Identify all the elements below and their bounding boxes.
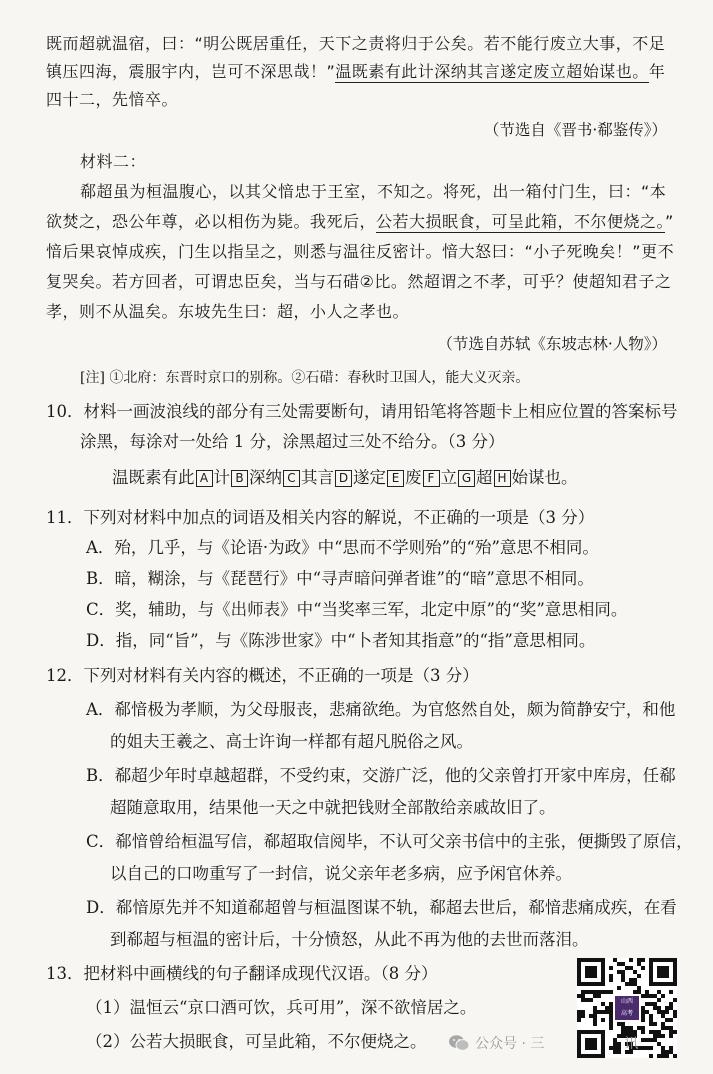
break-option-box[interactable]: H <box>494 470 511 487</box>
option-a-cont: 的姐夫王羲之、高士许询一样都有超凡脱俗之风。 <box>110 732 473 751</box>
segment: 遂定 <box>353 468 386 487</box>
qr-module <box>593 1006 597 1010</box>
qr-module <box>665 1054 669 1058</box>
qr-module <box>621 974 625 978</box>
qr-module <box>593 1022 597 1026</box>
qr-module <box>609 1022 613 1026</box>
qr-module <box>649 994 653 998</box>
qr-badge-text: 山西 高考 <box>620 998 633 1017</box>
sentence-break-options <box>112 466 578 490</box>
qr-module <box>653 1002 657 1006</box>
qr-module <box>633 990 637 994</box>
qr-module <box>657 1042 661 1046</box>
option-b[interactable]: B．郗超少年时卓越超群，不受约束，交游广泛，他的父亲曾打开家中库房，任郗 <box>86 766 676 785</box>
qr-module <box>637 974 641 978</box>
qr-module <box>637 986 641 990</box>
qr-module <box>665 1026 669 1030</box>
qr-module <box>661 1022 665 1026</box>
qr-module <box>633 982 637 986</box>
qr-module <box>669 1018 673 1022</box>
qr-module <box>649 1002 653 1006</box>
segment: 始谋也。 <box>511 468 578 487</box>
qr-module <box>593 990 597 994</box>
watermark-text: 公众号 · 三 <box>475 1036 545 1052</box>
qr-module <box>673 1010 677 1014</box>
qr-module <box>649 1054 653 1058</box>
qr-module <box>621 970 625 974</box>
qr-module <box>665 1006 669 1010</box>
qr-module <box>641 1046 645 1050</box>
qr-module <box>601 1010 605 1014</box>
qr-module <box>589 998 593 1002</box>
source-citation: （节选自《晋书·郗鉴传》） <box>483 121 667 139</box>
qr-module <box>609 1002 613 1006</box>
option-c-cont: 以自己的口吻重写了一封信，说父亲年老多病，应予闲官休养。 <box>110 864 572 883</box>
qr-module <box>669 1006 673 1010</box>
qr-module <box>661 1026 665 1030</box>
qr-module <box>581 1010 585 1014</box>
break-option-box[interactable]: E <box>387 470 404 487</box>
qr-module <box>593 1018 597 1022</box>
qr-module <box>641 1006 645 1010</box>
question-11-stem: 11．下列对材料中加点的词语及相关内容的解说，不正确的一项是（3 分） <box>46 508 595 527</box>
qr-module <box>577 1010 581 1014</box>
qr-module <box>661 994 665 998</box>
qr-module <box>593 1014 597 1018</box>
qr-module <box>645 1046 649 1050</box>
qr-module <box>661 1050 665 1054</box>
watermark-text-tail: 讯 <box>624 1036 639 1052</box>
material2-line: 复哭矣。若方回者，可谓忠臣矣，当与石碏②比。然超谓之不孝，可乎？使超知君子之 <box>46 272 672 291</box>
qr-module <box>585 998 589 1002</box>
break-option-box[interactable]: B <box>231 470 248 487</box>
qr-module <box>633 978 637 982</box>
qr-module <box>629 958 633 962</box>
qr-module <box>641 966 645 970</box>
qr-module <box>645 1038 649 1042</box>
qr-module <box>673 1054 677 1058</box>
footnote: [注] ①北府：东晋时京口的别称。②石碏：春秋时卫国人，能大义灭亲。 <box>80 370 530 386</box>
source-citation: （节选自苏轼《东坡志林·人物》） <box>437 335 667 353</box>
qr-module <box>637 962 641 966</box>
translation-item-1: （1）温恒云“京口酒可饮，兵可用”，深不欲愔居之。 <box>86 998 477 1017</box>
qr-module <box>653 1038 657 1042</box>
option-b-cont: 超随意取用，结果他一天之中就把钱财全部散给亲戚故旧了。 <box>110 798 556 817</box>
segment: 超 <box>476 468 493 487</box>
qr-module <box>649 1038 653 1042</box>
qr-module <box>625 982 629 986</box>
qr-module <box>665 1018 669 1022</box>
qr-module <box>669 1026 673 1030</box>
qr-module <box>633 970 637 974</box>
material2-text: ” <box>665 212 674 231</box>
qr-module <box>609 990 613 994</box>
qr-module <box>641 994 645 998</box>
segment: 废 <box>405 468 422 487</box>
material2-line: 愔后果哀悼成疾，门生以指呈之，则悉与温往反密计。愔大怒曰：“小子死晚矣！”更不 <box>46 242 675 261</box>
qr-module <box>577 1018 581 1022</box>
qr-module <box>601 1018 605 1022</box>
material-heading: 材料二： <box>80 152 147 171</box>
qr-finder <box>657 966 669 978</box>
material1-line <box>46 60 665 84</box>
question-10-stem: 10．材料一画波浪线的部分有三处需要断句，请用铅笔将答题卡上相应位置的答案标号 <box>46 402 678 421</box>
qr-module <box>653 1030 657 1034</box>
qr-module <box>601 990 605 994</box>
option-d-cont: 到郗超与桓温的密计后，十分愤怒，从此不再为他的去世而落泪。 <box>110 930 589 949</box>
option-a[interactable]: A．殆，几乎，与《论语·为政》中“思而不学则殆”的“殆”意思不相同。 <box>86 538 599 557</box>
qr-module <box>649 1022 653 1026</box>
option-b[interactable]: B．暗，糊涂，与《琵琶行》中“寻声暗问弹者谁”的“暗”意思不相同。 <box>86 569 594 588</box>
qr-module <box>669 1050 673 1054</box>
qr-module <box>629 966 633 970</box>
qr-module <box>597 990 601 994</box>
qr-module <box>621 978 625 982</box>
qr-module <box>645 994 649 998</box>
wavy-underlined-sentence: 温既素有此计深纳其言遂定废立超始谋也。 <box>335 62 649 81</box>
break-option-box[interactable]: C <box>283 470 300 487</box>
underlined-sentence: 公若大损眠食，可呈此箱，不尔便烧之。 <box>376 212 666 231</box>
qr-module <box>609 966 613 970</box>
qr-module <box>581 990 585 994</box>
qr-module <box>609 1006 613 1010</box>
qr-module <box>581 1014 585 1018</box>
wechat-watermark <box>448 1030 638 1056</box>
qr-module <box>661 1046 665 1050</box>
qr-module <box>589 990 593 994</box>
qr-module <box>593 994 597 998</box>
qr-module <box>613 958 617 962</box>
qr-module <box>661 1054 665 1058</box>
qr-module <box>641 1010 645 1014</box>
option-c[interactable]: C．郗愔曾给桓温写信，郗超取信阅毕，不认可父亲书信中的主张，便撕毁了原信， <box>86 832 693 851</box>
qr-module <box>657 1010 661 1014</box>
qr-module <box>653 1034 657 1038</box>
segment: 计 <box>213 468 230 487</box>
qr-module <box>593 1010 597 1014</box>
qr-logo-badge <box>615 996 639 1020</box>
qr-module <box>653 994 657 998</box>
qr-finder <box>585 966 597 978</box>
qr-module <box>657 1006 661 1010</box>
material1-line: 既而超就温宿，曰：“明公既居重任，天下之责将归于公矣。若不能行废立大事，不足 <box>46 34 666 53</box>
wechat-icon <box>448 1034 470 1052</box>
qr-module <box>605 1010 609 1014</box>
option-d[interactable]: D．指，同“旨”，与《陈涉世家》中“卜者知其指意”的“指”意思相同。 <box>86 631 596 650</box>
option-d[interactable]: D．郗愔原先并不知道郗超曾与桓温图谋不轨，郗超去世后，郗愔悲痛成疾，在看 <box>86 898 677 917</box>
qr-module <box>597 1010 601 1014</box>
qr-module <box>669 1046 673 1050</box>
qr-module <box>649 1018 653 1022</box>
qr-module <box>589 1014 593 1018</box>
qr-module <box>669 1002 673 1006</box>
qr-module <box>645 1002 649 1006</box>
qr-module <box>621 962 625 966</box>
qr-module <box>653 1006 657 1010</box>
segment: 温既素有此 <box>112 468 195 487</box>
qr-module <box>657 1030 661 1034</box>
qr-module <box>673 1030 677 1034</box>
qr-module <box>577 994 581 998</box>
qr-module <box>617 1022 621 1026</box>
qr-module <box>669 990 673 994</box>
qr-module <box>629 978 633 982</box>
qr-module <box>609 978 613 982</box>
qr-module <box>641 1038 645 1042</box>
qr-module <box>641 958 645 962</box>
qr-module <box>621 1022 625 1026</box>
material1-text: 镇压四海，震服宇内，岂可不深思哉！” <box>46 62 336 81</box>
qr-module <box>609 1018 613 1022</box>
option-c[interactable]: C．奖，辅助，与《出师表》中“当奖率三军，北定中原”的“奖”意思相同。 <box>86 600 628 619</box>
material1-line: 四十二，先愔卒。 <box>46 90 179 109</box>
qr-module <box>609 1014 613 1018</box>
qr-module <box>661 1010 665 1014</box>
qr-module <box>581 994 585 998</box>
material2-line <box>46 210 674 234</box>
question-10-stem: 涂黑，每涂对一处给 1 分，涂黑超过三处不给分。（3 分） <box>80 432 505 451</box>
qr-module <box>657 1034 661 1038</box>
qr-module <box>637 958 641 962</box>
qr-module <box>625 966 629 970</box>
qr-module <box>673 1014 677 1018</box>
material2-line: 孝，则不从温矣。东坡先生曰：超，小人之孝也。 <box>46 302 410 321</box>
qr-module <box>657 998 661 1002</box>
qr-module <box>641 1018 645 1022</box>
qr-module <box>653 1022 657 1026</box>
qr-module <box>661 1014 665 1018</box>
option-a[interactable]: A．郗愔极为孝顺，为父母服丧，悲痛欲绝。为官悠然自处，颇为简静安宁，和他 <box>86 700 676 719</box>
qr-module <box>669 1030 673 1034</box>
qr-module <box>649 1014 653 1018</box>
qr-module <box>665 1010 669 1014</box>
qr-module <box>669 1034 673 1038</box>
segment: 其言 <box>301 468 334 487</box>
qr-module <box>665 1050 669 1054</box>
qr-module <box>661 1034 665 1038</box>
material2-text: 欲焚之，恐公年尊，必以相伤为毙。我死后， <box>46 212 377 231</box>
qr-module <box>649 1030 653 1034</box>
translation-item-2: （2）公若大损眠食，可呈此箱，不尔便烧之。 <box>86 1032 427 1051</box>
segment: 深纳 <box>249 468 282 487</box>
question-13-stem: 13．把材料中画横线的句子翻译成现代汉语。（8 分） <box>46 964 438 983</box>
qr-module <box>657 990 661 994</box>
qr-module <box>617 970 621 974</box>
qr-module <box>609 1010 613 1014</box>
qr-module <box>641 1026 645 1030</box>
qr-module <box>673 998 677 1002</box>
break-option-box[interactable]: A <box>196 470 213 487</box>
qr-module <box>629 982 633 986</box>
qr-module <box>605 1006 609 1010</box>
qr-module <box>597 994 601 998</box>
qr-module <box>577 1014 581 1018</box>
qr-module <box>617 962 621 966</box>
qr-module <box>581 998 585 1002</box>
break-option-box[interactable]: G <box>458 470 475 487</box>
qr-module <box>645 1010 649 1014</box>
break-option-box[interactable]: F <box>423 470 440 487</box>
qr-module <box>641 1030 645 1034</box>
break-option-box[interactable]: D <box>335 470 352 487</box>
material2-line: 郗超虽为桓温腹心，以其父愔忠于王室，不知之。将死，出一箱付门生，曰：“本 <box>80 182 667 201</box>
qr-module <box>609 974 613 978</box>
qr-module <box>637 990 641 994</box>
qr-module <box>649 1046 653 1050</box>
question-12-stem: 12．下列对材料有关内容的概述，不正确的一项是（3 分） <box>46 666 479 685</box>
segment: 立 <box>440 468 457 487</box>
qr-module <box>657 1054 661 1058</box>
qr-module <box>617 986 621 990</box>
qr-module <box>601 1002 605 1006</box>
qr-module <box>605 990 609 994</box>
qr-module <box>641 1014 645 1018</box>
qr-module <box>585 990 589 994</box>
material1-text: 年 <box>648 62 666 81</box>
qr-module <box>645 990 649 994</box>
